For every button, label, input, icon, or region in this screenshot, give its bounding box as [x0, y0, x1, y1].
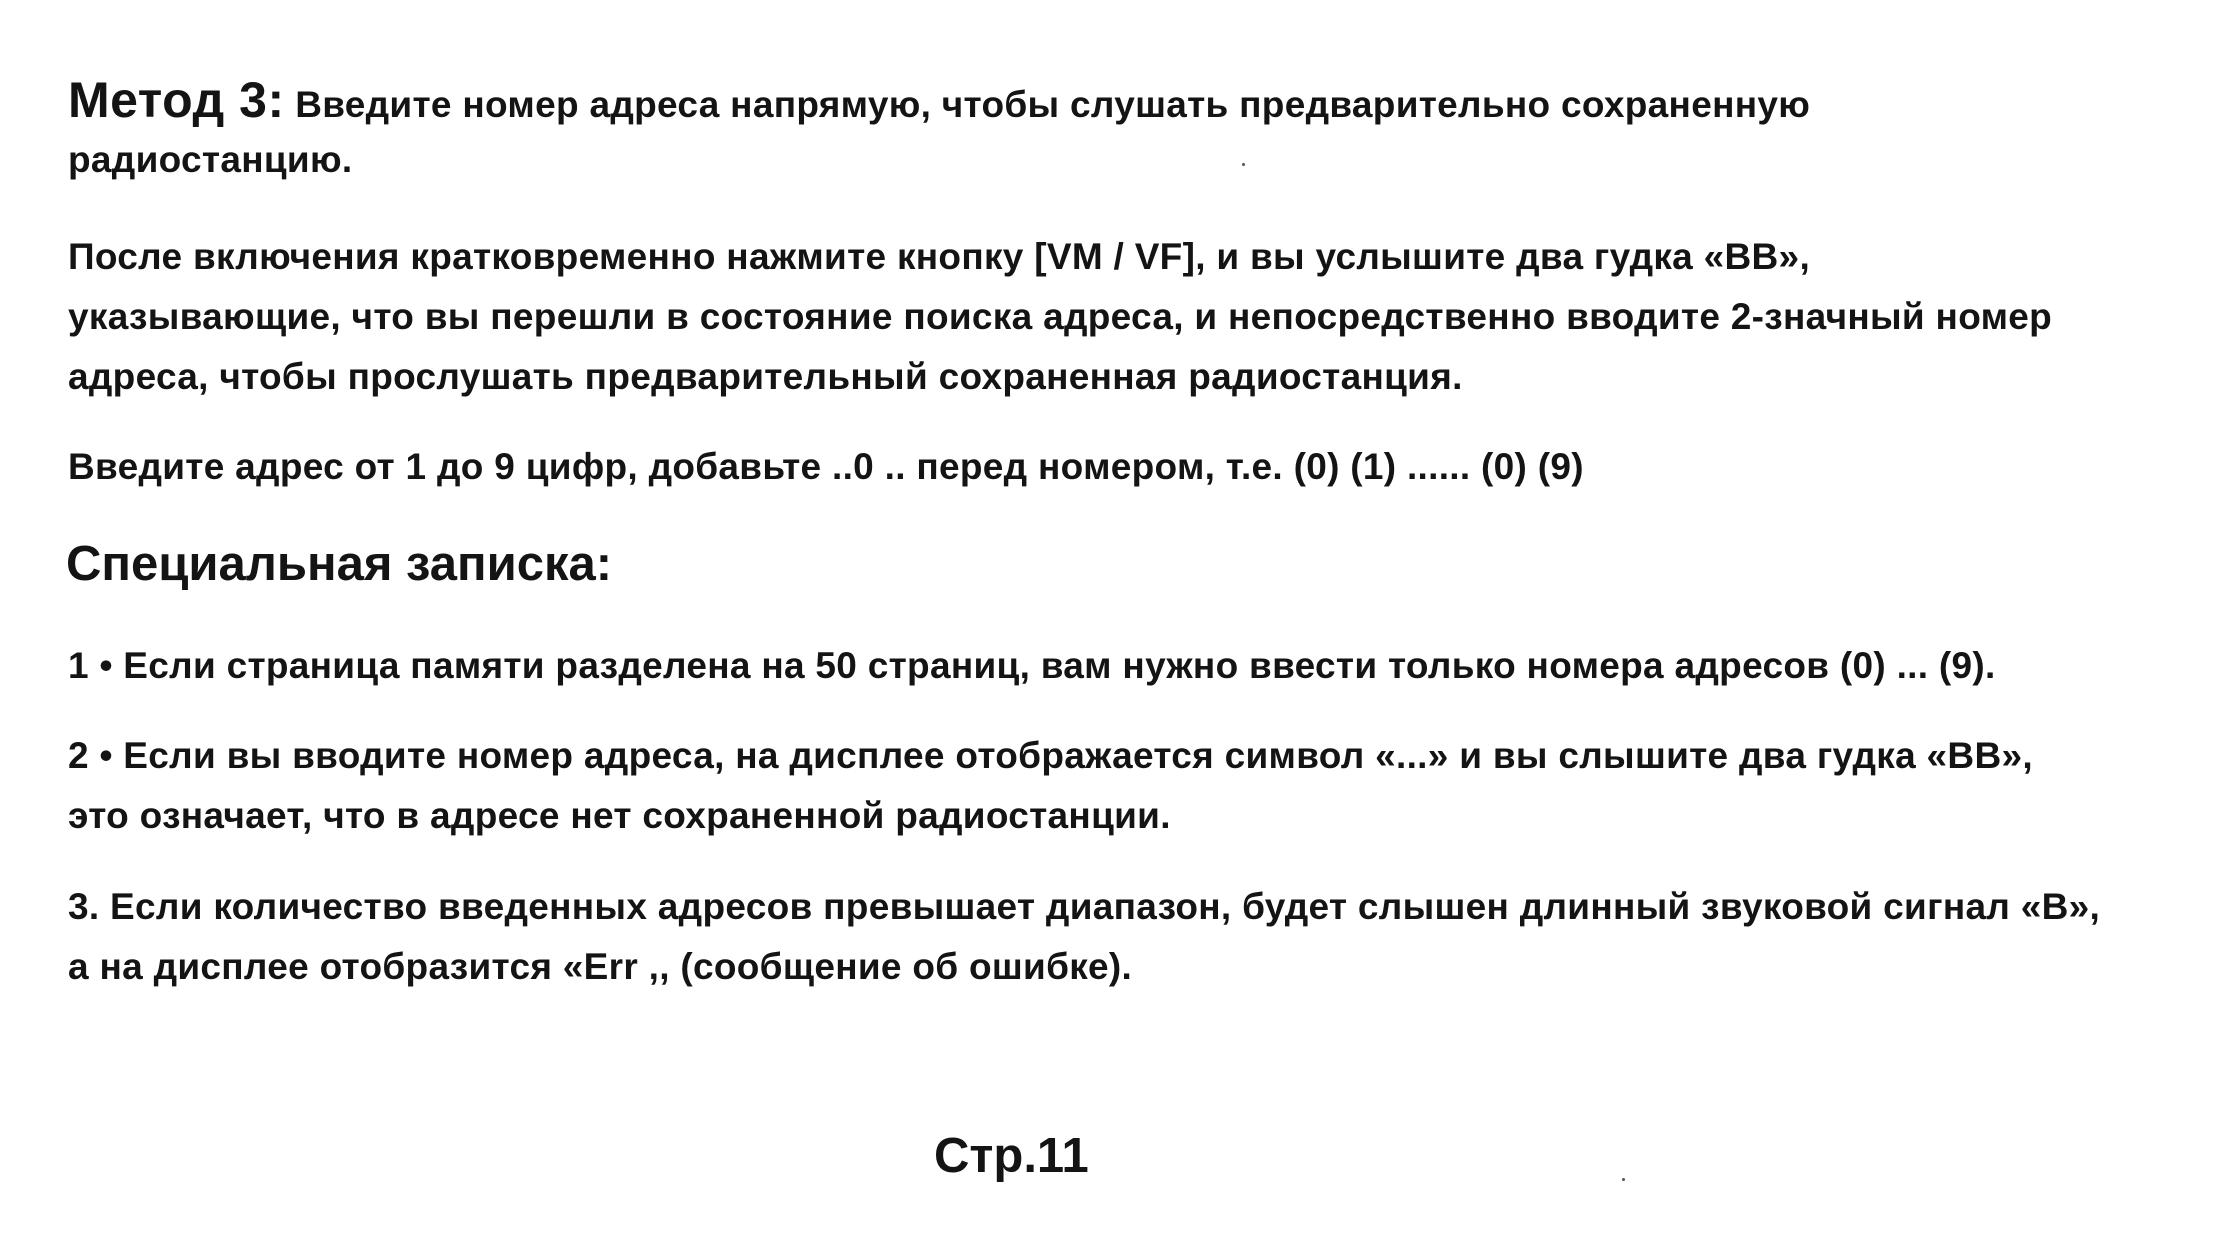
special-note-item-2-line-1: 2 • Если вы вводите номер адреса, на дисплее отображается символ «...» и вы слышите два гудка «BB»,: [68, 735, 2033, 776]
address-entry-line-1: Введите адрес от 1 до 9 цифр, добавьте ..0 .. перед номером, т.е. (0) (1) ...... (0) (9): [68, 446, 1584, 487]
special-note-item-1: [68, 636, 2178, 696]
special-note-item-3-line-2: а на дисплее отобразится «Err ,, (сообщение об ошибке).: [68, 946, 1133, 987]
special-note-item-3: [68, 877, 2178, 997]
instructions-line-1: После включения кратковременно нажмите кнопку [VM / VF], и вы услышите два гудка «BB»,: [68, 236, 1811, 277]
instructions-line-2: указывающие, что вы перешли в состояние поиска адреса, и непосредственно вводите 2-значный номер: [68, 296, 2053, 337]
method-3-paragraph: [68, 70, 2178, 190]
instructions-line-3: адреса, чтобы прослушать предварительный сохраненная радиостанция.: [68, 356, 1463, 397]
address-entry-paragraph: [68, 437, 2178, 497]
method-3-label: Метод 3:: [68, 72, 285, 128]
instructions-paragraph: [68, 227, 2178, 407]
method-3-line-1: [68, 70, 2178, 130]
special-note-heading: Специальная записка:: [66, 537, 613, 591]
special-note-item-3-line-1: 3. Если количество введенных адресов превышает диапазон, будет слышен длинный звуковой сигнал «B»,: [68, 886, 2101, 927]
special-note-item-2: [68, 726, 2178, 846]
special-note-item-1-line-1: 1 • Если страница памяти разделена на 50 страниц, вам нужно ввести только номера адресов (0) ... (9).: [68, 645, 1996, 686]
method-3-text: Введите номер адреса напрямую, чтобы слушать предварительно сохраненную: [284, 84, 1811, 125]
scan-speck: [1242, 163, 1245, 166]
scan-speck: [1622, 1178, 1625, 1181]
special-note-item-2-line-2: это означает, что в адресе нет сохраненной радиостанции.: [68, 795, 1171, 836]
method-3-line-2: радиостанцию.: [68, 139, 353, 180]
page-number: Стр.11: [934, 1129, 1089, 1183]
